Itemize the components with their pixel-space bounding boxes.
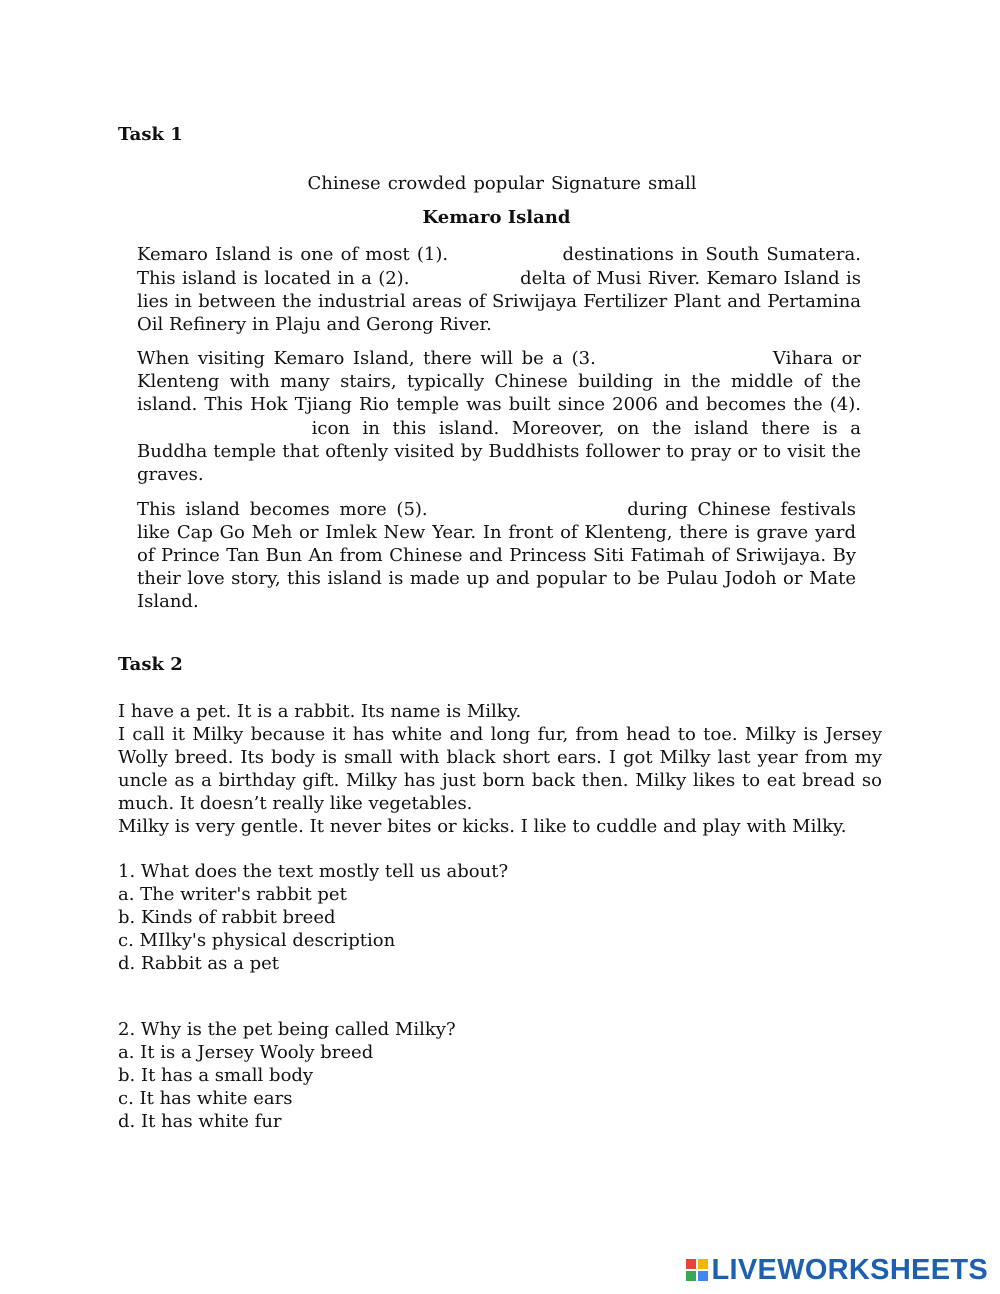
blank-3-input[interactable] xyxy=(604,346,764,364)
logo-block xyxy=(698,1259,708,1269)
answer-option[interactable]: b. Kinds of rabbit breed xyxy=(118,907,336,928)
paragraph-2 xyxy=(137,346,861,486)
word-bank-item: Signature xyxy=(550,173,641,194)
text-line: I have a pet. It is a rabbit. Its name is Milky. xyxy=(118,701,522,722)
logo-block xyxy=(686,1259,696,1269)
paragraph-text: during Chinese festivals like Cap Go Meh or Imlek New Year. In front of Klenteng, there is grave yard of Prince Tan Bun An from Chinese and Princess Siti Fatimah of Sriwijaya. By their love story, this island is made up and popular to be Pulau Jodoh or Mate Island. xyxy=(137,499,856,612)
paragraph-text: destinations in South Sumatera. This island is located in a (2). xyxy=(137,244,861,289)
logo-text: LIVEWORKSHEETS xyxy=(711,1253,988,1286)
logo-block xyxy=(686,1271,696,1281)
paragraph-text: This island becomes more (5). xyxy=(137,499,428,520)
liveworksheets-logo xyxy=(686,1254,989,1286)
answer-option[interactable]: c. It has white ears xyxy=(118,1088,293,1109)
answer-option[interactable]: c. MIlky's physical description xyxy=(118,930,396,951)
passage-title: Kemaro Island xyxy=(422,207,571,228)
blank-2-input[interactable] xyxy=(416,266,514,284)
logo-blocks-icon xyxy=(686,1259,708,1281)
reading-text xyxy=(118,700,882,838)
answer-option[interactable]: d. It has white fur xyxy=(118,1111,282,1132)
logo-block xyxy=(698,1271,708,1281)
task2-heading: Task 2 xyxy=(118,654,183,675)
paragraph-text: delta of Musi River. Kemaro Island is lies in between the industrial areas of Sriwijaya Fertilizer Plant and Pertamina Oil Refinery in Plaju and Gerong River. xyxy=(137,268,861,335)
question-text: 1. What does the text mostly tell us about? xyxy=(118,861,509,882)
paragraph-3 xyxy=(137,497,856,613)
paragraph-text: Kemaro Island is one of most (1). xyxy=(137,244,449,265)
blank-1-input[interactable] xyxy=(455,242,555,260)
text-line: Milky is very gentle. It never bites or kicks. I like to cuddle and play with Milky. xyxy=(118,816,847,837)
question-2 xyxy=(118,1018,456,1133)
word-bank-item: Chinese xyxy=(307,173,381,194)
blank-5-input[interactable] xyxy=(437,497,617,515)
word-bank-item: popular xyxy=(473,173,544,194)
paragraph-text: Vihara or Klenteng with many stairs, typically Chinese building in the middle of the island. This Hok Tjiang Rio temple was built since 2006 and becomes the (4). xyxy=(137,348,862,415)
paragraph-text: When visiting Kemaro Island, there will be a (3. xyxy=(137,348,596,369)
word-bank xyxy=(296,152,704,194)
word-bank-item: crowded xyxy=(387,173,467,194)
paragraph-text: icon in this island. Moreover, on the island there is a Buddha temple that oftenly visited by Buddhists follower to pray or to visit the graves. xyxy=(137,418,861,485)
blank-4-input[interactable] xyxy=(137,416,299,434)
answer-option[interactable]: a. It is a Jersey Wooly breed xyxy=(118,1042,374,1063)
answer-option[interactable]: d. Rabbit as a pet xyxy=(118,953,279,974)
word-bank-item: small xyxy=(647,173,697,194)
question-1 xyxy=(118,860,508,975)
task1-heading: Task 1 xyxy=(118,124,183,145)
text-line: I call it Milky because it has white and long fur, from head to toe. Milky is Jersey Wolly breed. Its body is small with black short ears. I got Milky last year from my uncle as a birthday gift. Milky has just born back then. Milky likes to eat bread so much. It doesn’t really like vegetables. xyxy=(118,724,882,814)
question-text: 2. Why is the pet being called Milky? xyxy=(118,1019,456,1040)
answer-option[interactable]: a. The writer's rabbit pet xyxy=(118,884,347,905)
paragraph-1 xyxy=(137,242,861,336)
answer-option[interactable]: b. It has a small body xyxy=(118,1065,314,1086)
